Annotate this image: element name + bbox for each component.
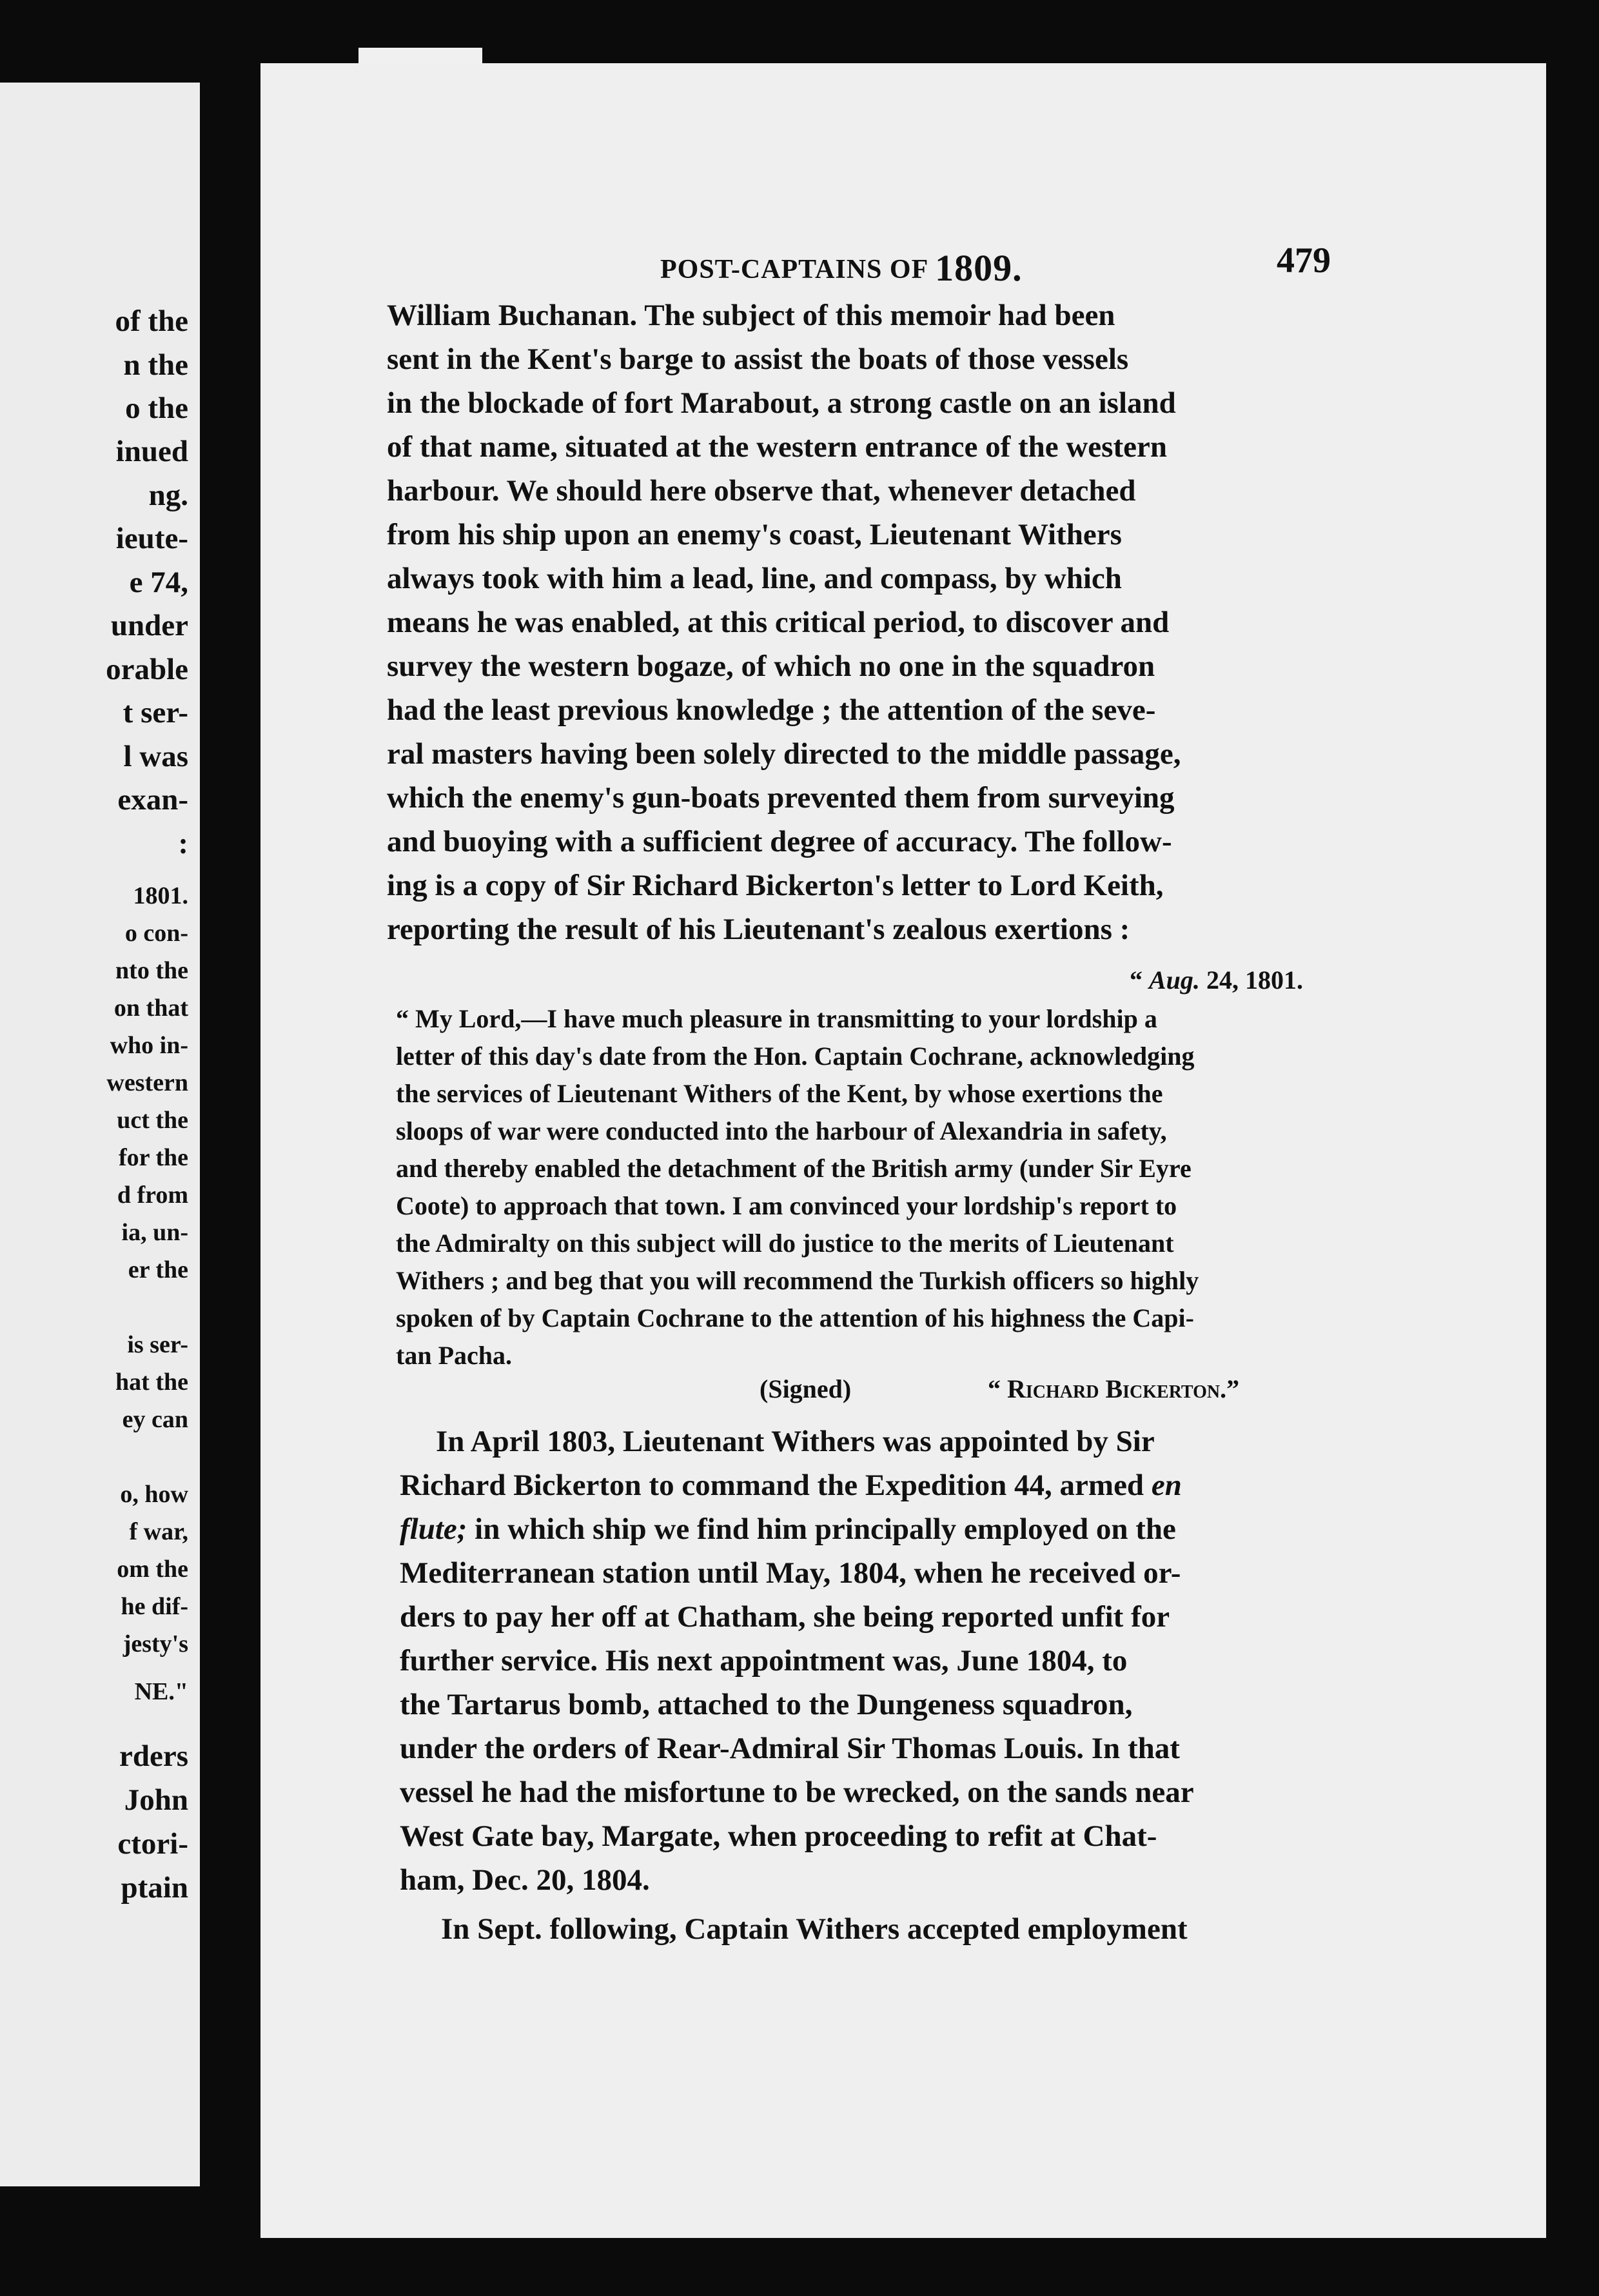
text-line: the Tartarus bomb, attached to the Dungeness squadron, [400, 1688, 1133, 1721]
text-line: William Buchanan. The subject of this memoir had been [387, 299, 1115, 332]
letter-line: spoken of by Captain Cochrane to the attention of his highness the Capi- [396, 1303, 1194, 1332]
facing-page-fragment: ng. [148, 479, 188, 512]
text-line: West Gate bay, Margate, when proceeding to refit at Chat- [400, 1819, 1157, 1853]
text-line: ders to pay her off at Chatham, she being reported unfit for [400, 1600, 1170, 1634]
text-line: further service. His next appointment was, June 1804, to [400, 1644, 1128, 1677]
facing-page-fragment: ptain [121, 1871, 188, 1905]
facing-page-fragment: exan- [117, 783, 188, 816]
facing-page-fragment: er the [128, 1256, 188, 1283]
facing-page-fragment: of the [115, 304, 188, 338]
text-line: ham, Dec. 20, 1804. [400, 1863, 650, 1897]
text-line: Richard Bickerton to command the Expedition 44, armed en [400, 1469, 1182, 1502]
text-line: harbour. We should here observe that, whenever detached [387, 474, 1136, 508]
facing-page-fragment: jesty's [123, 1630, 188, 1658]
facing-page-fragment: under [110, 609, 188, 642]
facing-page-fragment: ia, un- [121, 1219, 188, 1246]
facing-page-fragment: 1801. [133, 882, 188, 909]
text-line: sent in the Kent's barge to assist the boats of those vessels [387, 342, 1129, 376]
letter-line: and thereby enabled the detachment of the British army (under Sir Eyre [396, 1154, 1192, 1183]
facing-page-fragment: t ser- [123, 696, 188, 729]
letter-line: Withers ; and beg that you will recommend the Turkish officers so highly [396, 1266, 1199, 1295]
text-line: which the enemy's gun-boats prevented them from surveying [387, 781, 1175, 815]
letter-line: Coote) to approach that town. I am convinced your lordship's report to [396, 1191, 1177, 1220]
letter-line: tan Pacha. [396, 1341, 512, 1370]
facing-page-fragment: on that [113, 995, 188, 1022]
facing-page-fragment: ey can [122, 1406, 188, 1433]
facing-page-fragment: : [178, 827, 188, 860]
text-line: In Sept. following, Captain Withers accepted employment [441, 1912, 1188, 1946]
running-title: POST-CAPTAINS OF 1809. [660, 247, 1023, 289]
text-line: ral masters having been solely directed to the middle passage, [387, 737, 1181, 771]
letter-line: the Admiralty on this subject will do justice to the merits of Lieutenant [396, 1229, 1174, 1258]
text-line: flute; in which ship we find him principally employed on the [400, 1512, 1176, 1546]
letter-signed: (Signed) [760, 1374, 852, 1403]
letter-line: sloops of war were conducted into the harbour of Alexandria in safety, [396, 1116, 1167, 1145]
facing-page-fragment: ieute- [115, 522, 188, 555]
facing-page-fragment: rders [119, 1739, 188, 1773]
facing-page-fragment: f war, [129, 1518, 188, 1545]
facing-page-fragment: hat the [115, 1369, 188, 1396]
facing-page-fragment: uct the [117, 1107, 188, 1134]
facing-page-fragment: inued [115, 435, 188, 468]
text-line: from his ship upon an enemy's coast, Lieutenant Withers [387, 518, 1122, 551]
letter-date: “ Aug. 24, 1801. [1130, 965, 1303, 995]
facing-page-fragment: NE." [134, 1678, 188, 1705]
text-line: vessel he had the misfortune to be wrecked, on the sands near [400, 1776, 1194, 1809]
text-line: In April 1803, Lieutenant Withers was appointed by Sir [436, 1425, 1155, 1458]
page-number: 479 [1277, 241, 1331, 281]
facing-page-fragment: he dif- [121, 1593, 188, 1620]
facing-page-fragment: nto the [115, 957, 188, 984]
letter-line: letter of this day's date from the Hon. Captain Cochrane, acknowledging [396, 1042, 1195, 1071]
facing-page-edge [0, 83, 200, 2186]
facing-page-fragment: ctori- [117, 1827, 188, 1861]
letter-line: “ My Lord,—I have much pleasure in transmitting to your lordship a [396, 1004, 1157, 1033]
text-line: means he was enabled, at this critical period, to discover and [387, 606, 1170, 639]
letter-line: the services of Lieutenant Withers of the Kent, by whose exertions the [396, 1079, 1163, 1108]
facing-page-fragment: l was [123, 740, 188, 773]
facing-page-fragment: d from [117, 1182, 188, 1209]
facing-page-fragment: is ser- [127, 1331, 188, 1358]
text-line: in the blockade of fort Marabout, a strong castle on an island [387, 386, 1176, 420]
facing-page-fragment: western [106, 1069, 188, 1096]
text-line: under the orders of Rear-Admiral Sir Thomas Louis. In that [400, 1732, 1180, 1765]
facing-page-fragment: e 74, [129, 566, 188, 599]
facing-page-fragment: John [124, 1783, 188, 1817]
facing-page-fragment: o the [125, 391, 188, 425]
facing-page-fragment: o, how [120, 1481, 188, 1508]
facing-page-fragment: om the [117, 1556, 188, 1583]
text-line: had the least previous knowledge ; the attention of the seve- [387, 693, 1156, 727]
text-line: reporting the result of his Lieutenant's zealous exertions : [387, 913, 1130, 946]
facing-page-fragment: o con- [124, 920, 188, 947]
facing-page-fragment: n the [123, 348, 188, 382]
text-line: of that name, situated at the western entrance of the western [387, 430, 1167, 464]
text-line: ing is a copy of Sir Richard Bickerton's letter to Lord Keith, [387, 869, 1164, 902]
facing-page-fragment: who in- [110, 1032, 188, 1059]
letter-signature: “ Richard Bickerton.” [988, 1374, 1240, 1403]
text-line: Mediterranean station until May, 1804, when he received or- [400, 1556, 1181, 1590]
text-line: always took with him a lead, line, and compass, by which [387, 562, 1122, 595]
facing-page-fragment: for the [119, 1144, 188, 1171]
running-header [660, 240, 1331, 289]
text-line: survey the western bogaze, of which no one in the squadron [387, 649, 1155, 683]
facing-page-fragment: orable [106, 653, 188, 686]
text-line: and buoying with a sufficient degree of accuracy. The follow- [387, 825, 1172, 858]
